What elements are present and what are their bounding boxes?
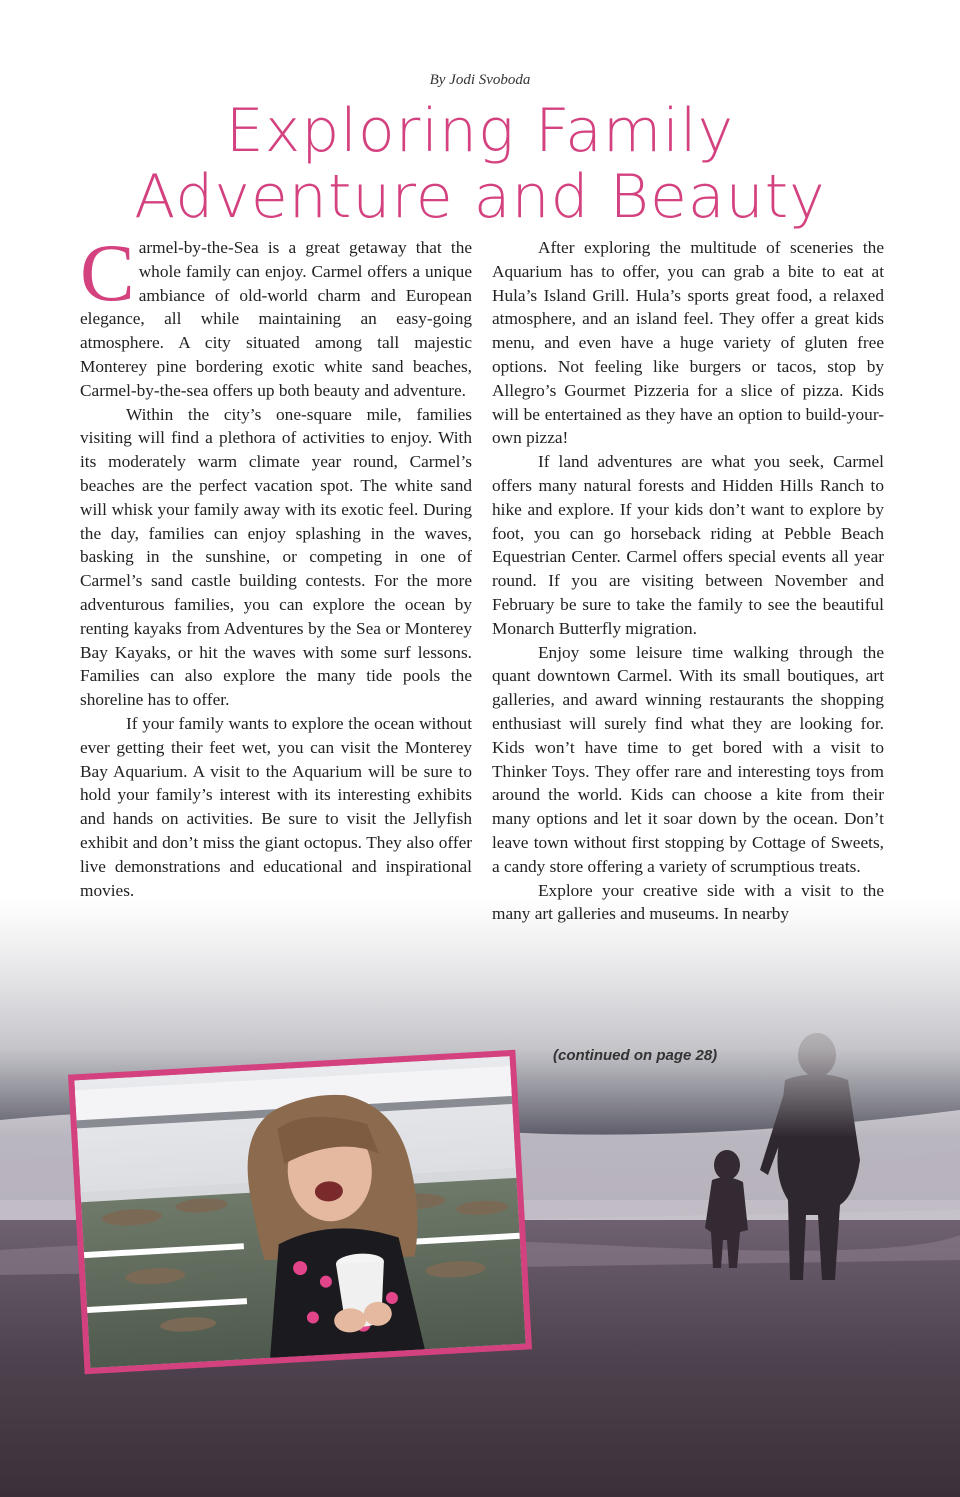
paragraph-6: Enjoy some leisure time walking through the quant downtown Carmel. With its small boutiques, art galleries, and award winning restaurants the shopping enthusiast will surely find what they are looking for. Kids won’t have time to get bored with a visit to Thinker Toys. They offer rare and interesting toys from around the world. Kids can choose a kite from their many options and let it soar down by the ocean. Don’t leave town without first stopping by Cottage of Sweets, a candy store offering a variety of scrumptious treats. (492, 642, 884, 876)
right-column (492, 236, 884, 926)
title-line-2: Adventure and Beauty (134, 162, 826, 232)
title-line-1: Exploring Family (225, 96, 735, 166)
paragraph-2: Within the city’s one-square mile, families visiting will find a plethora of activities to enjoy. With its moderately warm climate year round, Carmel’s beaches are the perfect vacation spot. The white sand will whisk your family away with its exotic feel. During the day, families can enjoy splashing in the waves, basking in the sunshine, or competing in one of Carmel’s sand castle building contests. For the more adventurous families, you can explore the ocean by renting kayaks from Adventures by the Sea or Monterey Bay Kayaks, or hit the waves with some surf lessons. Families can also explore the many tide pools the shoreline has to offer. (80, 404, 472, 710)
paragraph-3: If your family wants to explore the ocean without ever getting their feet wet, you can visit the Monterey Bay Aquarium. A visit to the Aquarium will be sure to hold your family’s interest with its interesting exhibits and hands on activities. Be sure to visit the Jellyfish exhibit and don’t miss the giant octopus. They also offer live demonstrations and educational and inspirational movies. (80, 713, 472, 900)
drop-cap: C (80, 227, 135, 318)
paragraph-1-text: armel-by-the-Sea is a great getaway that the whole family can enjoy. Carmel offers a unique ambiance of old-world charm and European elegance, all while maintaining an easy-going atmosphere. A city situated among tall majestic Monterey pine bordering exotic white sand beaches, Carmel-by-the-sea offers up both beauty and adventure. (80, 238, 472, 400)
paragraph-5: If land adventures are what you seek, Carmel offers many natural forests and Hidden Hills Ranch to hike and explore. If your kids don’t want to explore by foot, you can go horseback riding at Pebble Beach Equestrian Center. Carmel offers special events all year round. If you are visiting between November and February be sure to take the family to see the beautiful Monarch Butterfly migration. (492, 452, 884, 638)
paragraph-4: After exploring the multitude of sceneries the Aquarium has to offer, you can grab a bite to eat at Hula’s Island Grill. Hula’s sports great food, a relaxed atmosphere, and an island feel. They offer a great kids menu, and even have a huge variety of gluten free options. Not feeling like burgers or tacos, stop by Allegro’s Gourmet Pizzeria for a slice of pizza. Kids will be entertained as they have an option to build-your-own pizza! (492, 238, 884, 448)
girl-photo (74, 1056, 525, 1368)
paragraph-7: Explore your creative side with a visit to the many art galleries and museums. In nearby (492, 880, 884, 924)
paragraph-1 (80, 227, 472, 403)
article-title (0, 98, 960, 230)
continued-note: (continued on page 28) (553, 1047, 718, 1064)
inset-photo-frame (68, 1050, 532, 1375)
byline: By Jodi Svoboda (429, 72, 531, 88)
left-column (80, 227, 472, 902)
